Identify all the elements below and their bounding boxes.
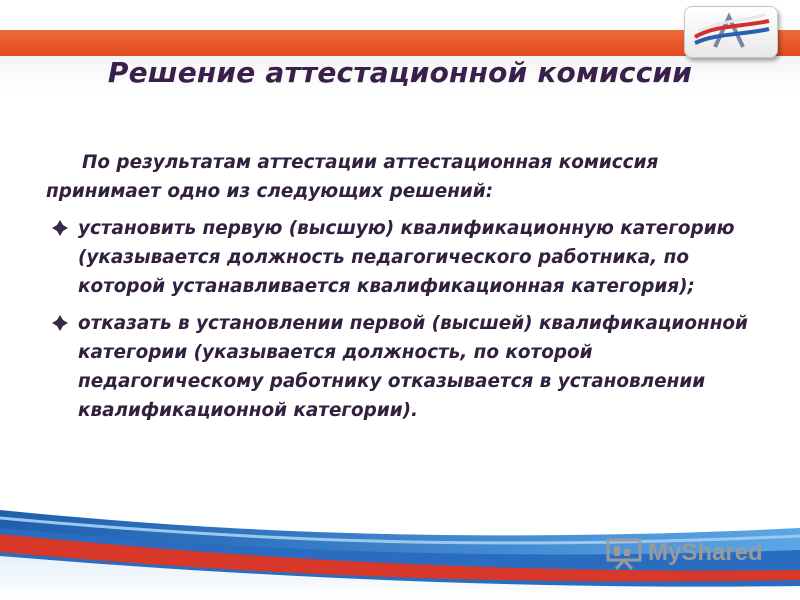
- diamond-bullet-icon: [52, 315, 68, 331]
- logo-tile: [684, 6, 778, 58]
- decision-list: [46, 214, 766, 425]
- list-item: [46, 214, 766, 301]
- list-item-text: отказать в установлении первой (высшей) квалификационной категории (указывается должность, по которой педагогическому работнику отказывается в установлении квалификационной категории).: [78, 313, 748, 421]
- slide-body: [46, 148, 766, 433]
- slide-title: Решение аттестационной комиссии: [107, 56, 693, 89]
- watermark-text: MyShared: [648, 539, 763, 566]
- logo-icon: [685, 7, 777, 57]
- list-item: [46, 309, 766, 425]
- top-band: [0, 30, 800, 56]
- watermark: [604, 534, 763, 572]
- presentation-board-icon: [604, 536, 644, 570]
- diamond-bullet-icon: [52, 220, 68, 236]
- list-item-text: установить первую (высшую) квалификационную категорию (указывается должность педагогического работника, по которой устанавливается квалификационная категория);: [78, 218, 735, 297]
- intro-paragraph: По результатам аттестации аттестационная комиссия принимает одно из следующих решений:: [46, 152, 659, 202]
